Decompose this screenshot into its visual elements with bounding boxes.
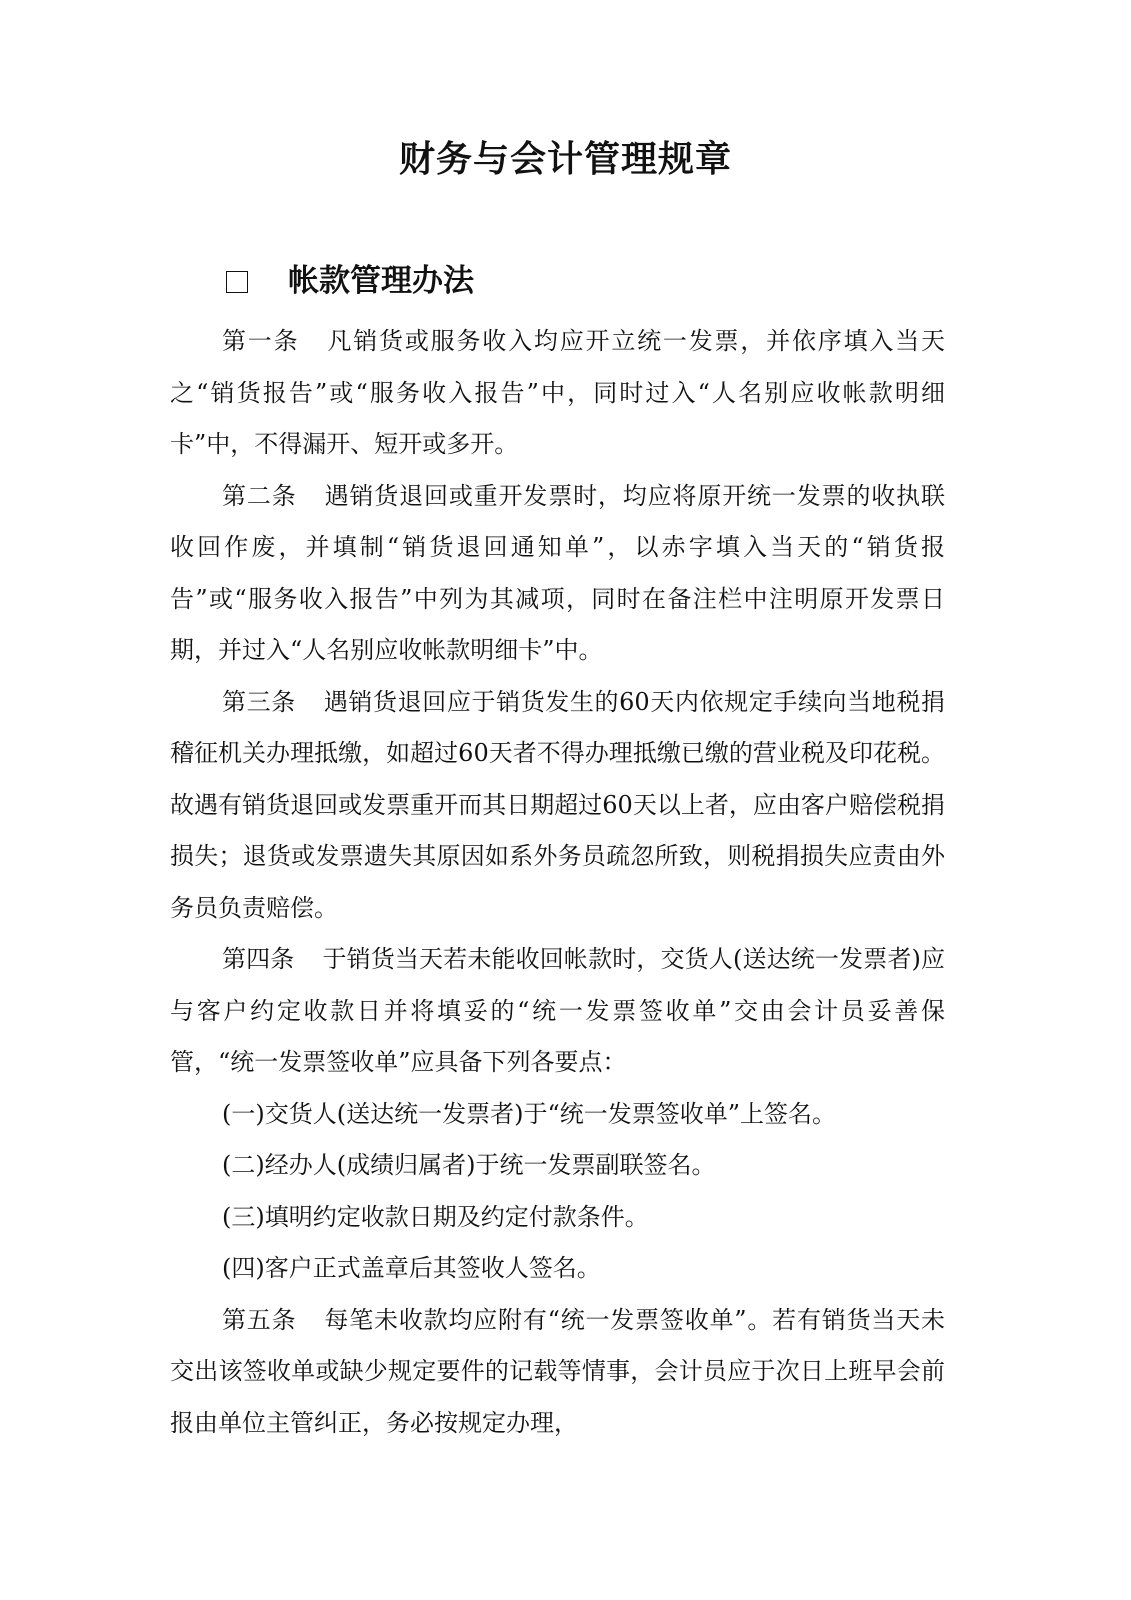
article-text: 遇销货退回或重开发票时，均应将原开统一发票的收执联收回作废，并填制“销货退回通知单”，以赤字填入当天的“销货报告”或“服务收入报告”中列为其减项，同时在备注栏中注明原开发票日期，并过入“人名别应收帐款明细卡”中。 (170, 481, 946, 664)
article-2 (170, 471, 945, 677)
article-text: 每笔未收款均应附有“统一发票签收单”。若有销货当天未交出该签收单或缺少规定要件的记载等情事，会计员应于次日上班早会前报由单位主管纠正，务必按规定办理， (170, 1305, 945, 1437)
document-body (170, 316, 945, 1449)
article-3 (170, 677, 945, 935)
article-text: 凡销货或服务收入均应开立统一发票，并依序填入当天之“销货报告”或“服务收入报告”中，同时过入“人名别应收帐款明细卡”中，不得漏开、短开或多开。 (170, 327, 946, 458)
article-5 (170, 1295, 945, 1450)
article-text: 于销货当天若未能收回帐款时，交货人(送达统一发票者)应与客户约定收款日并将填妥的“统一发票签收单”交由会计员妥善保管，“统一发票签收单”应具备下列各要点： (170, 945, 946, 1076)
article-label: 第四条 (222, 945, 295, 973)
section-heading-text: 帐款管理办法 (288, 263, 474, 299)
checkbox-icon (226, 271, 248, 293)
list-item-2 (170, 1140, 945, 1192)
list-item-1 (170, 1089, 945, 1141)
section-heading (226, 256, 474, 306)
article-label: 第三条 (222, 687, 296, 716)
article-text: 遇销货退回应于销货发生的60天内依规定手续向当地税捐稽征机关办理抵缴，如超过60天者不得办理抵缴已缴的营业税及印花税。故遇有销货退回或发票重开而其日期超过60天以上者，应由客户赔偿税捐损失；退货或发票遗失其原因如系外务员疏忽所致，则税捐损失应责由外务员负责赔偿。 (170, 687, 945, 922)
document-title: 财务与会计管理规章 (398, 139, 732, 180)
list-item-text: (二)经办人(成绩归属者)于统一发票副联签名。 (222, 1151, 716, 1179)
article-label: 第二条 (222, 481, 297, 510)
article-label: 第五条 (222, 1305, 297, 1334)
list-item-text: (一)交货人(送达统一发票者)于“统一发票签收单”上签名。 (222, 1099, 836, 1128)
article-label: 第一条 (222, 327, 300, 355)
list-item-4 (170, 1243, 945, 1295)
list-item-3 (170, 1192, 945, 1244)
article-1 (170, 316, 945, 471)
list-item-text: (三)填明约定收款日期及约定付款条件。 (222, 1202, 649, 1231)
list-item-text: (四)客户正式盖章后其签收人签名。 (222, 1254, 601, 1282)
article-4 (170, 934, 945, 1089)
